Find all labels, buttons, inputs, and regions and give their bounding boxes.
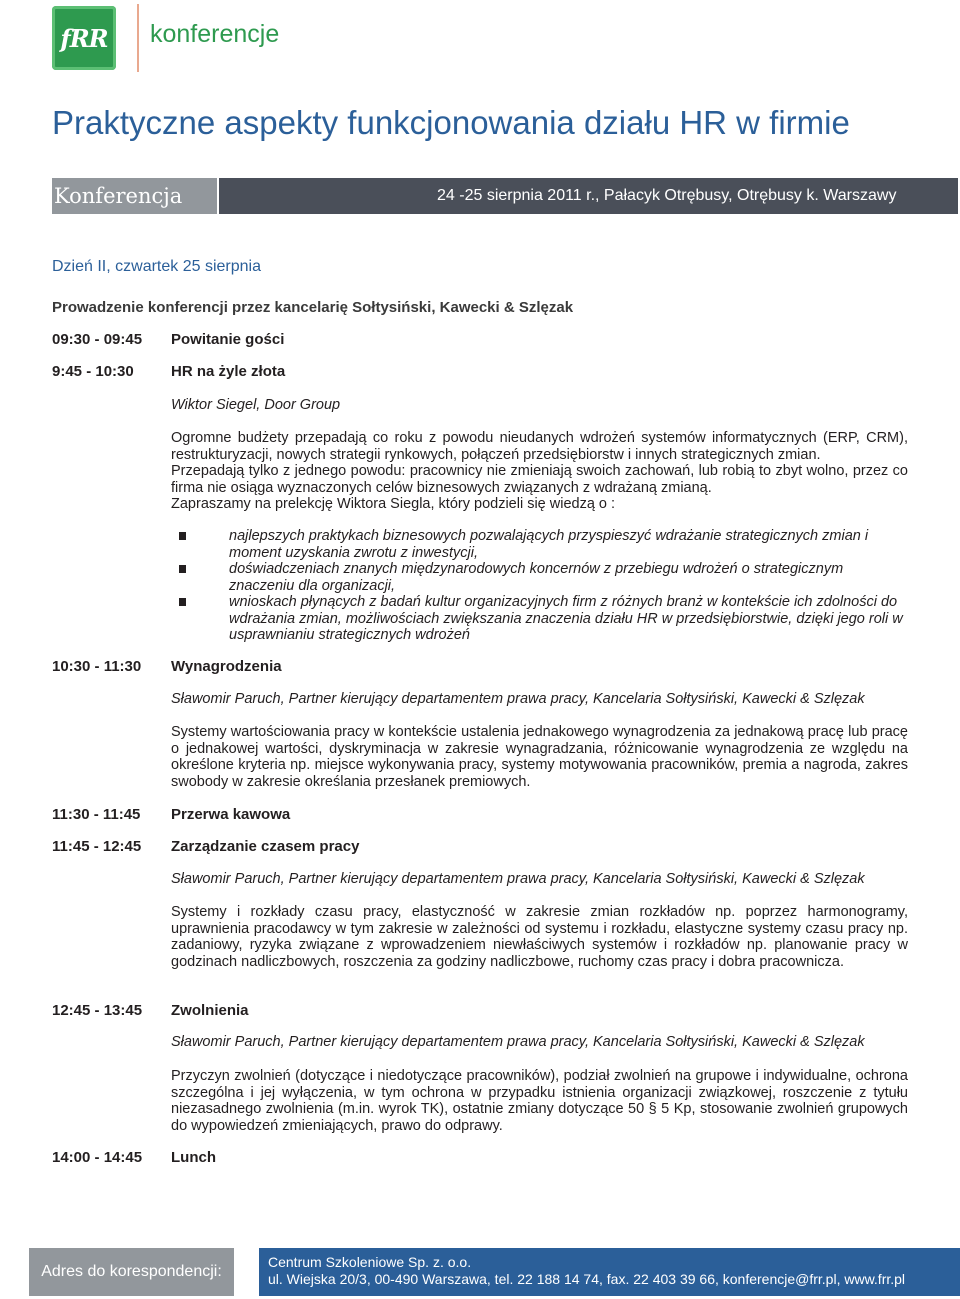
agenda-title: Powitanie gości [171,331,285,348]
agenda-title: Wynagrodzenia [171,658,282,675]
agenda-speaker: Sławomir Paruch, Partner kierujący departamentem prawa pracy, Kancelaria Sołtysiński, Kawecki & Szlęzak [171,1034,865,1050]
list-item-text: wnioskach płynących z badań kultur organizacyjnych firm z różnych branż w kontekście ich zdolności do wdrażania zmian, możliwościach zwiększania znaczenia działu HR w przedsiębiorstwie, dzięki jego roli w usprawnianiu strategicznych wdrożeń [229,594,903,643]
agenda-description: Systemy wartościowania pracy w kontekście ustalenia jednakowego wynagrodzenia za jednakową pracę lub pracę o jednakowej wartości, dyskryminacja w zakresie wynagradzania, różnicowanie wynagrodzenia ze względu na określone kryteria np. miejsce wykonywania pracy, systemy motywowania pracowników, premia a nagroda, zakres swobody w zakresie określania przesłanek premiowych. [171,724,908,790]
band-info: 24 -25 sierpnia 2011 r., Pałacyk Otrębusy, Otrębusy k. Warszawy [219,178,958,214]
band-label: Konferencja [52,178,217,214]
list-item-text: najlepszych praktykach biznesowych pozwalających przyspieszyć wdrażanie strategicznych zmian i moment uzyskania zwrotu z inwestycji, [229,528,869,561]
agenda-speaker: Wiktor Siegel, Door Group [171,397,341,413]
footer-label: Adres do korespondencji: [29,1248,234,1296]
agenda-title: HR na żyle złota [171,363,286,380]
list-item [171,594,911,644]
agenda-title: Przerwa kawowa [171,806,291,823]
page-title: Praktyczne aspekty funkcjonowania działu HR w firmie [52,104,850,141]
list-item [171,528,911,561]
agenda-time: 10:30 - 11:30 [52,658,142,675]
square-bullet-icon [179,565,186,573]
footer [0,1248,960,1296]
conference-band [52,178,958,214]
bullet-list [171,528,911,644]
agenda-speaker: Sławomir Paruch, Partner kierujący departamentem prawa pracy, Kancelaria Sołtysiński, Kawecki & Szlęzak [171,691,865,707]
day-heading: Dzień II, czwartek 25 sierpnia [52,258,261,275]
description-paragraph: Ogromne budżety przepadają co roku z powodu nieudanych wdrożeń systemów informatycznych (ERP, CRM), restrukturyzacji, nowych strategii rynkowych, połączeń przedsiębiorstw i innych strategicznych zmian. [171,430,908,463]
agenda-time: 11:30 - 11:45 [52,806,141,823]
footer-company: Centrum Szkoleniowe Sp. z. o.o. [268,1254,472,1270]
agenda-title: Zwolnienia [171,1002,249,1019]
list-item [171,561,911,594]
agenda-time: 11:45 - 12:45 [52,838,142,855]
footer-address: ul. Wiejska 20/3, 00-490 Warszawa, tel. 22 188 14 74, fax. 22 403 39 66, konferencje@frr.pl, www.frr.pl [268,1271,906,1287]
agenda-speaker: Sławomir Paruch, Partner kierujący departamentem prawa pracy, Kancelaria Sołtysiński, Kawecki & Szlęzak [171,871,865,887]
logo-text: fRR [60,23,108,53]
frr-logo [52,6,116,70]
agenda-time: 12:45 - 13:45 [52,1002,143,1019]
agenda-time: 9:45 - 10:30 [52,363,134,380]
agenda-title: Lunch [171,1149,216,1166]
host-line: Prowadzenie konferencji przez kancelarię Sołtysiński, Kawecki & Szlęzak [52,299,574,316]
agenda-description [171,430,908,513]
logo-divider [137,4,139,72]
footer-contact [259,1248,960,1296]
agenda-time: 09:30 - 09:45 [52,331,143,348]
agenda-description: Systemy i rozkłady czasu pracy, elastyczność w zakresie zmian rozkładów np. poprzez harmonogramy, uprawnienia pracodawcy w tym zakresie w zależności od systemu i rozkładu, elastyczne systemy czasu pracy np. zadaniowy, ryzyka związane z wprowadzeniem niewłaściwych systemów i rozkładów np. planowanie pracy w godzinach nadliczbowych, roszczenia za godziny nadliczbowe, ruchomy czas pracy i dobra pracownicza. [171,904,908,970]
description-paragraph: Przepadają tylko z jednego powodu: pracownicy nie zmieniają swoich zachowań, lub robią to zbyt wolno, przez co firma nie osiąga wyznaczonych celów biznesowych związanych z wdrażaną zmianą. [171,463,908,496]
square-bullet-icon [179,598,186,606]
agenda-title: Zarządzanie czasem pracy [171,838,360,855]
agenda-description: Przyczyn zwolnień (dotyczące i niedotyczące pracowników), podział zwolnień na grupowe i indywidualne, ochrona szczególna i jej wyłączenia, w tym ochrona w przypadku istnienia organizacji związkowej, roszczenie z tytułu niezasadnego zwolnienia (m.in. wyrok TK), ostatnie zmiany dotyczące 50 § 5 Kp, stosowanie zwolnień grupowych do wypowiedzeń zmieniających, prawo do odprawy. [171,1068,908,1134]
brand-name: konferencje [150,20,280,48]
agenda-time: 14:00 - 14:45 [52,1149,143,1166]
description-paragraph: Zapraszamy na prelekcję Wiktora Siegla, który podzieli się wiedzą o : [171,496,616,512]
list-item-text: doświadczeniach znanych międzynarodowych koncernów z przebiegu wdrożeń o strategicznym znaczeniu dla organizacji, [229,561,844,594]
square-bullet-icon [179,532,186,540]
